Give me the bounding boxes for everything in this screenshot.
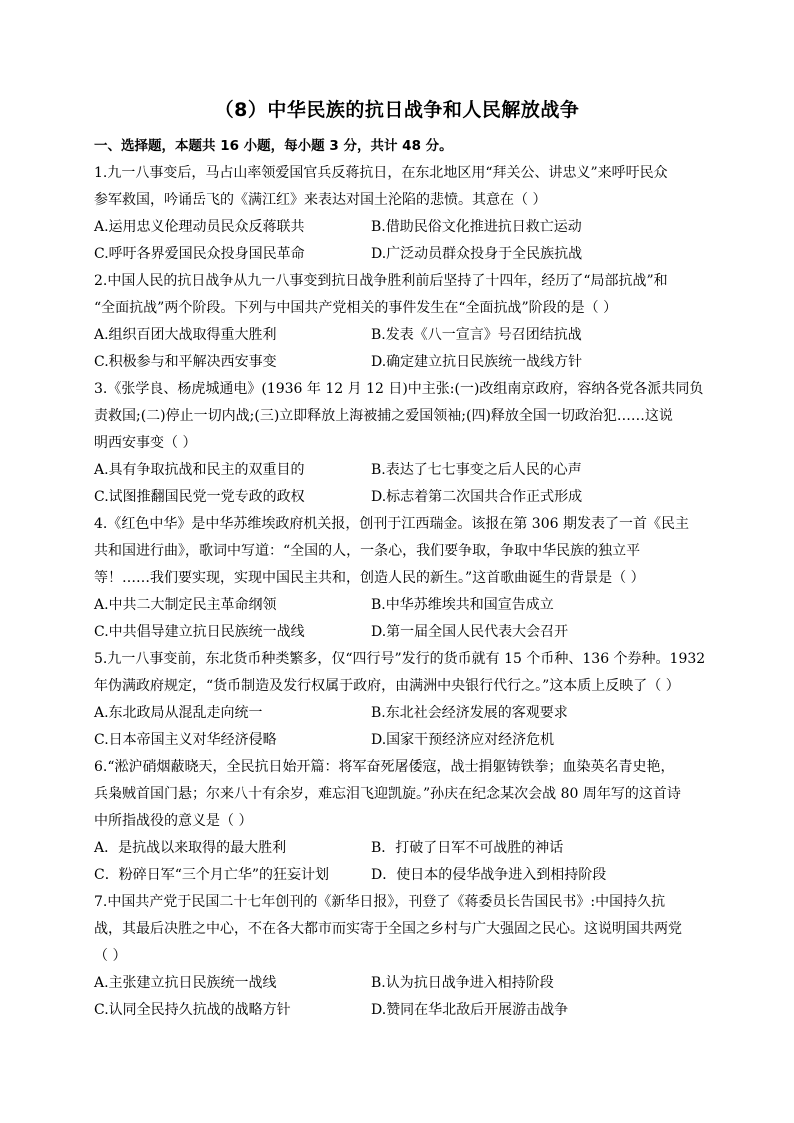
option-c: C.中共倡导建立抗日民族统一战线: [94, 624, 305, 640]
section-header: 一、选择题，本题共 16 小题，每小题 3 分，共计 48 分。: [94, 138, 453, 154]
question: [94, 646, 714, 754]
option-d: D.标志着第二次国共合作正式形成: [371, 489, 583, 505]
question: [94, 754, 714, 889]
option-c: C.呼吁各界爱国民众投身国民革命: [94, 246, 305, 262]
option-a: A.具有争取抗战和民主的双重目的: [94, 462, 305, 478]
question-stem-line: 3.《张学良、杨虎城通电》(1936 年 12 月 12 日)中主张:(一)改组南京政府，容纳各党各派共同负: [94, 381, 704, 397]
question-stem-line: 4.《红色中华》是中华苏维埃政府机关报，创刊于江西瑞金。该报在第 306 期发表了一首《民主: [94, 516, 689, 532]
option-d: D.国家干预经济应对经济危机: [371, 732, 555, 748]
question-stem-line: 共和国进行曲》，歌词中写道：“全国的人，一条心，我们要争取，争取中华民族的独立平: [94, 543, 641, 559]
option-b: B.东北社会经济发展的客观要求: [371, 705, 568, 721]
option-a: A.运用忠义伦理动员民众反蒋联共: [94, 219, 305, 235]
option-d: D.确定建立抗日民族统一战线方针: [371, 354, 583, 370]
question-stem-line: 1.九一八事变后，马占山率领爱国官兵反蒋抗日，在东北地区用“拜关公、讲忠义”来呼吁民众: [94, 165, 668, 181]
option-c: C．粉碎日军“三个月亡华”的狂妄计划: [94, 867, 330, 883]
option-b: B.借助民俗文化推进抗日救亡运动: [371, 219, 582, 235]
option-d: D.广泛动员群众投身于全民族抗战: [371, 246, 583, 262]
question-stem-line: 2.中国人民的抗日战争从九一八事变到抗日战争胜利前后坚持了十四年，经历了“局部抗战”和: [94, 273, 668, 289]
option-c: C.认同全民持久抗战的战略方针: [94, 1002, 291, 1018]
option-c: C.日本帝国主义对华经济侵略: [94, 732, 277, 748]
option-b: B.中华苏维埃共和国宣告成立: [371, 597, 554, 613]
question-stem-line: 战，其最后决胜之中心，不在各大都市而实寄于全国之乡村与广大强固之民心。这说明国共两党: [94, 921, 682, 937]
question-stem-line: 明西安事变（ ）: [94, 435, 197, 451]
option-a: A.东北政局从混乱走向统一: [94, 705, 263, 721]
option-d: D.第一届全国人民代表大会召开: [371, 624, 569, 640]
question: [94, 160, 714, 268]
question-stem-line: 6.“淞沪硝烟蔽晓天，全民抗日始开篇：将军奋死屠倭寇，战士捐躯铸铁拳；血染英名青史艳，: [94, 759, 675, 775]
option-a: A．是抗战以来取得的最大胜利: [94, 840, 287, 856]
question-stem-line: 年伪满政府规定，“货币制造及发行权属于政府，由满洲中央银行代行之。”这本质上反映了（ ）: [94, 678, 680, 694]
question-stem-line: 5.九一八事变前，东北货币种类繁多，仅“四行号”发行的货币就有 15 个币种、136 个券种。1932: [94, 651, 706, 667]
question: [94, 268, 714, 376]
option-d: D.赞同在华北敌后开展游击战争: [371, 1002, 569, 1018]
option-b: B.发表《八一宣言》号召团结抗战: [371, 327, 582, 343]
option-b: B．打破了日军不可战胜的神话: [371, 840, 564, 856]
question-stem-line: 等！……我们要实现，实现中国民主共和，创造人民的新生。”这首歌曲诞生的背景是（ ）: [94, 570, 645, 586]
option-c: C.积极参与和平解决西安事变: [94, 354, 277, 370]
option-c: C.试图推翻国民党一党专政的政权: [94, 489, 305, 505]
question-stem-line: 兵枭贼首国门悬；尔来八十有余岁，难忘泪飞迎凯旋。”孙庆在纪念某次会战 80 周年写的这首诗: [94, 786, 681, 802]
question-stem-line: 中所指战役的意义是（ ）: [94, 813, 253, 829]
question-stem-line: “全面抗战”两个阶段。下列与中国共产党相关的事件发生在“全面抗战”阶段的是（ ）: [94, 300, 618, 316]
question-stem-line: 责救国;(二)停止一切内战;(三)立即释放上海被捕之爱国领袖;(四)释放全国一切政治犯……这说: [94, 408, 673, 424]
option-a: A.组织百团大战取得重大胜利: [94, 327, 277, 343]
page-title: （8）中华民族的抗日战争和人民解放战争: [214, 99, 580, 121]
question-stem-line: 7.中国共产党于民国二十七年创刊的《新华日报》，刊登了《蒋委员长告国民书》:中国持久抗: [94, 894, 666, 910]
option-b: B.认为抗日战争进入相持阶段: [371, 975, 554, 991]
option-a: A.中共二大制定民主革命纲领: [94, 597, 277, 613]
question-list: [94, 133, 714, 1024]
option-b: B.表达了七七事变之后人民的心声: [371, 462, 582, 478]
question: [94, 511, 714, 646]
question: [94, 889, 714, 1024]
option-d: D．使日本的侵华战争进入到相持阶段: [371, 867, 607, 883]
question: [94, 376, 714, 511]
question-stem-line: 参军救国，吟诵岳飞的《满江红》来表达对国土沦陷的悲愤。其意在（ ）: [94, 192, 547, 208]
option-a: A.主张建立抗日民族统一战线: [94, 975, 277, 991]
question-stem-line: （ ）: [94, 948, 127, 964]
